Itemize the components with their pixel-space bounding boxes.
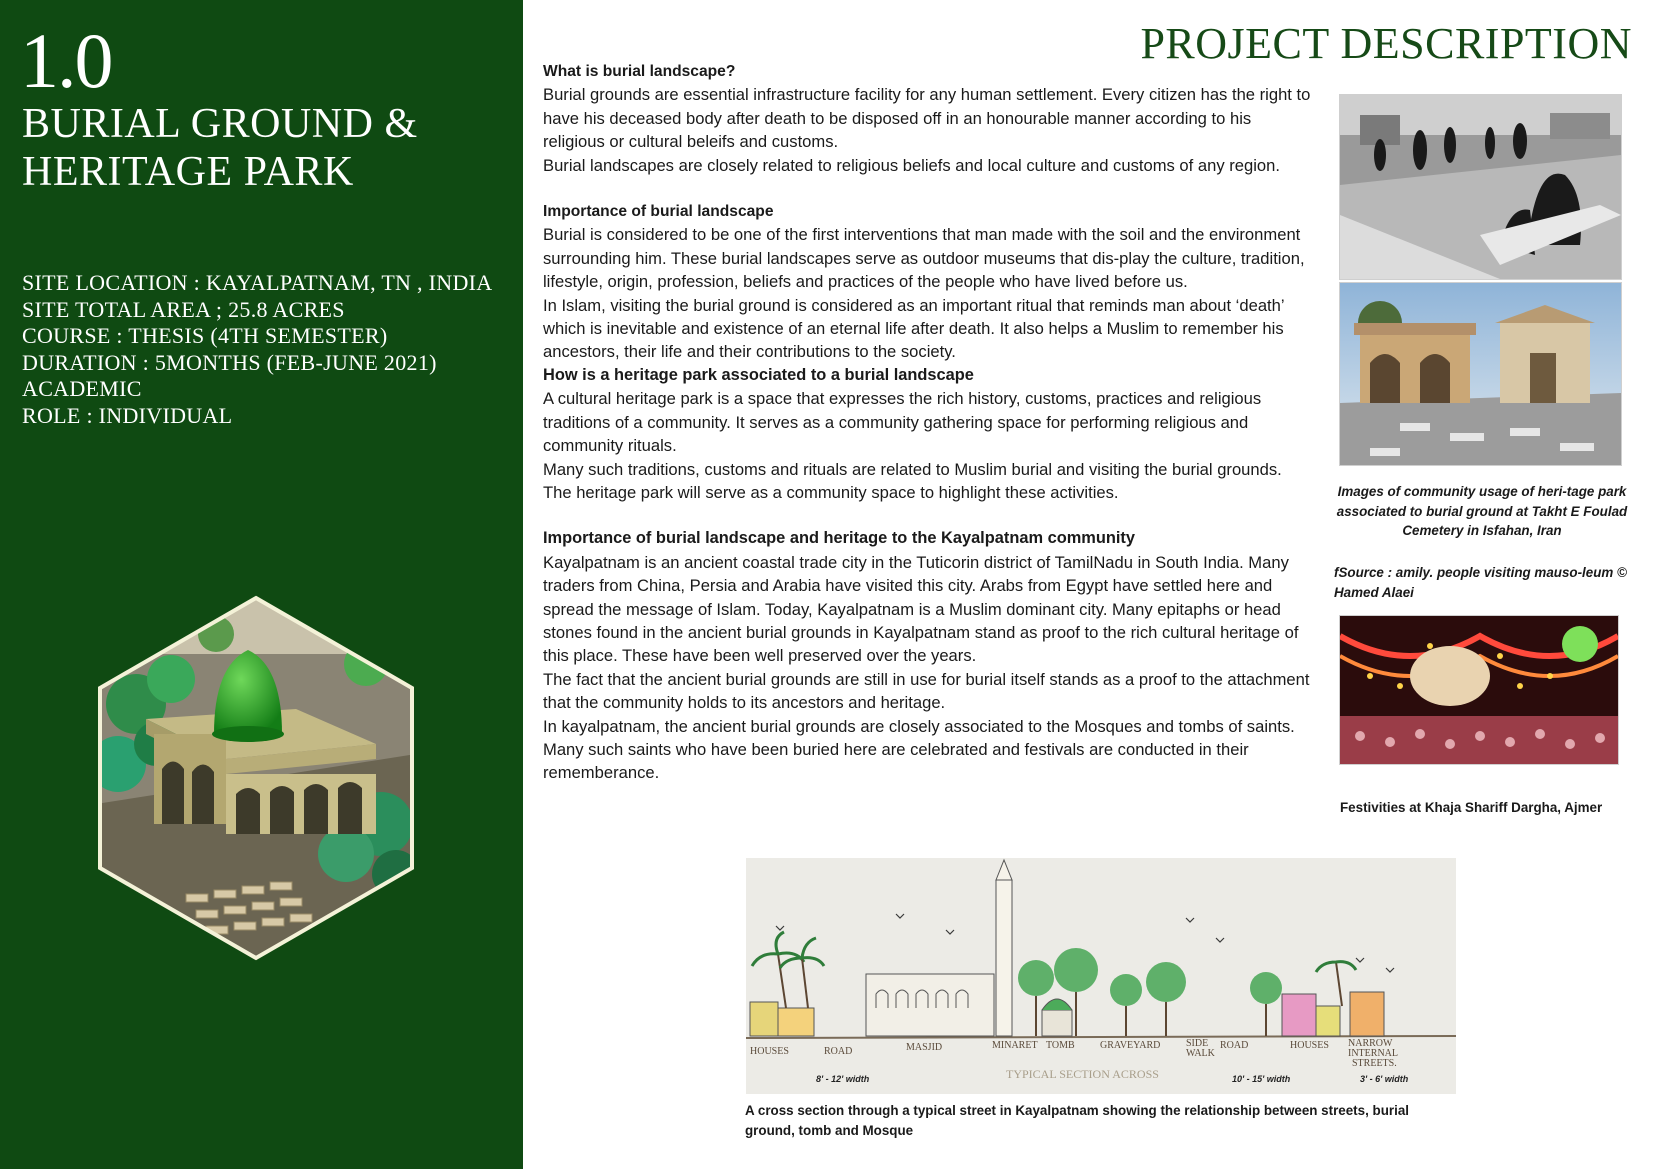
label-minaret: MINARET [992,1040,1038,1051]
label-narrow: NARROW [1348,1038,1393,1049]
label-width-1: 8' - 12' width [816,1074,870,1084]
label-walk: WALK [1186,1048,1215,1059]
label-tomb: TOMB [1046,1040,1075,1051]
cemetery-visitors-photo [1339,94,1622,280]
paragraph: The fact that the ancient burial grounds are still in use for burial itself stands as a proof to the attachment that the community holds to its ancestors and heritage. [543,669,1310,713]
section-heading: How is a heritage park associated to a burial landscape [543,365,974,384]
project-title [22,100,492,196]
dargha-festival-photo [1339,615,1619,765]
paragraph: In kayalpatnam, the ancient burial grounds are closely associated to the Mosques and tombs of saints. Many such saints who have been buried here are celebrated and festivals are conducted in their rememberance. [543,716,1295,783]
street-section-sketch [746,858,1456,1094]
left-panel [0,0,523,1169]
paragraph: Burial grounds are essential infrastructure facility for any human settlement. Every citizen has the right to have his deceased body after death to be disposed off in an honourable manner according to his religious or cultural beleifs and customs. [543,85,1311,152]
label-width-3: 3' - 6' width [1360,1074,1409,1084]
section-heading: What is burial landscape? [543,63,736,80]
label-masjid: MASJID [906,1042,943,1053]
site-area: SITE TOTAL AREA ; 25.8 ACRES [22,296,345,322]
paragraph: Many such traditions, customs and rituals are related to Muslim burial and visiting the burial grounds. The heritage park will serve as a community space to highlight these activities. [543,459,1282,502]
page-title: PROJECT DESCRIPTION [1140,19,1632,68]
label-road-right: ROAD [1220,1040,1249,1051]
paragraph: In Islam, visiting the burial ground is considered as an important ritual that reminds man about ‘death’ which is inevitable and existence of an eternal life after death. It also helps a Muslim to remember his ancestors, their life and their contributions to the society. [543,295,1284,362]
label-side: SIDE [1186,1038,1209,1049]
paragraph: A cultural heritage park is a space that expresses the rich history, customs, practices and religious traditions of a community. It serves as a community gathering space for performing religious and community rituals. [543,389,1262,456]
label-internal: INTERNAL [1348,1048,1398,1059]
academic: ACADEMIC [22,376,142,402]
project-info [22,270,512,430]
section-heading: Importance of burial landscape [543,203,774,221]
caption-cemetery: Images of community usage of heri-tage park associated to burial ground at Takht E Foulad Cemetery in Isfahan, Iran [1336,484,1628,538]
caption-street-section: A cross section through a typical street in Kayalpatnam showing the relationship between streets, burial ground, tomb and Mosque [745,1103,1409,1138]
label-streets: STREETS. [1352,1058,1397,1069]
label-houses-right: HOUSES [1290,1040,1329,1051]
project-title-line-1: BURIAL GROUND & [22,101,418,147]
section-heading: Importance of burial landscape and heritage to the Kayalpatnam community [543,529,1136,548]
description-text [543,60,1313,785]
label-width-2: 10' - 15' width [1232,1074,1291,1084]
duration: DURATION : 5MONTHS (FEB-JUNE 2021) [22,349,437,375]
label-graveyard: GRAVEYARD [1100,1040,1161,1051]
cemetery-pavilion-photo [1339,282,1622,466]
pavilion-render-image [96,594,416,962]
label-houses-left: HOUSES [750,1046,789,1057]
project-title-line-2: HERITAGE PARK [22,149,354,195]
paragraph: Burial landscapes are closely related to religious beliefs and local culture and customs of any region. [543,155,1280,175]
label-road-left: ROAD [824,1046,853,1057]
caption-dargha: Festivities at Khaja Shariff Dargha, Ajmer [1340,800,1603,815]
role: ROLE : INDIVIDUAL [22,402,233,428]
project-number: 1.0 [20,17,112,104]
site-location: SITE LOCATION : KAYALPATNAM, TN , INDIA [22,270,493,295]
caption-source: fSource : amily. people visiting mauso-leum © Hamed Alaei [1334,565,1627,600]
course: COURSE : THESIS (4TH SEMESTER) [22,323,388,349]
paragraph: Burial is considered to be one of the first interventions that man made with the soil and the environment surrounding him. These burial landscapes serve as outdoor museums that dis-play the culture, tradition, lifestyle, origin, profession, beliefs and practices of the people who have lived before us. [543,225,1305,292]
label-section-title: TYPICAL SECTION ACROSS [1006,1067,1159,1081]
paragraph: Kayalpatnam is an ancient coastal trade city in the Tuticorin district of TamilNadu in South India. Many traders from China, Persia and Arabia have visited this city. Arabs from Egypt have settled here and spread the message of Islam. Today, Kayalpatnam is a Muslim dominant city. Many epitaphs or head stones found in the ancient burial grounds in Kayalpatnam stand as proof to the rich cultural heritage of this place. These have been well preserved over the years. [543,552,1299,666]
